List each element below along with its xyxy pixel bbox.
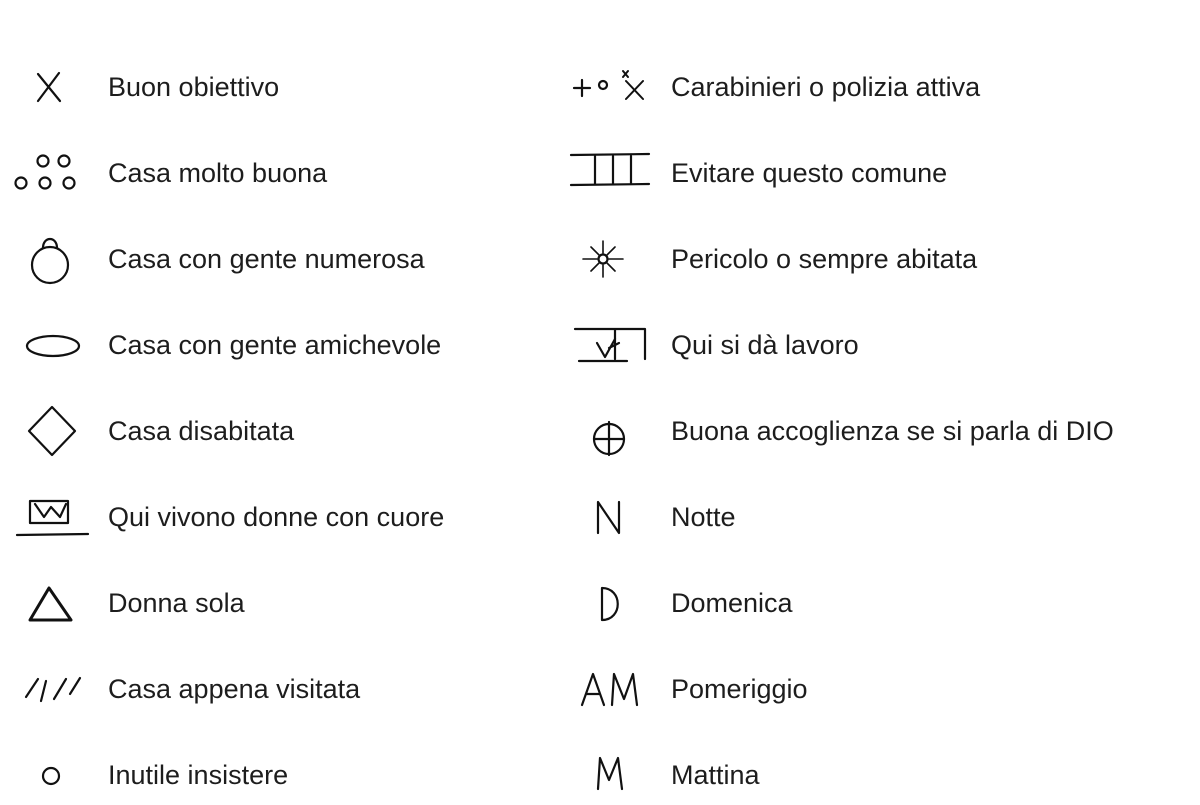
legend-label: Qui vivono donne con cuore bbox=[108, 502, 445, 532]
legend-label: Carabinieri o polizia attiva bbox=[671, 72, 981, 102]
legend-label: Qui si dà lavoro bbox=[671, 330, 859, 360]
heart-box-icon bbox=[8, 487, 98, 547]
legend-label: Casa con gente numerosa bbox=[108, 244, 425, 274]
legend-label: Casa molto buona bbox=[108, 158, 328, 188]
plus-circle-x-icon bbox=[571, 57, 661, 117]
legend-label: Casa disabitata bbox=[108, 416, 295, 446]
legend-label: Notte bbox=[671, 502, 736, 532]
legend-label: Pomeriggio bbox=[671, 674, 808, 704]
small-circle-icon bbox=[8, 745, 98, 805]
legend-label: Mattina bbox=[671, 760, 760, 790]
letter-d-icon bbox=[571, 573, 661, 633]
legend-label: Buon obiettivo bbox=[108, 72, 280, 102]
letter-m-icon bbox=[571, 745, 661, 805]
work-box-icon bbox=[571, 315, 661, 375]
letters-am-icon bbox=[571, 659, 661, 719]
triangle-icon bbox=[8, 573, 98, 633]
legend-label: Evitare questo comune bbox=[671, 158, 948, 188]
legend-label: Casa con gente amichevole bbox=[108, 330, 442, 360]
five-circles-icon bbox=[8, 143, 98, 203]
circle-with-loop-icon bbox=[8, 229, 98, 289]
three-bars-icon bbox=[571, 143, 661, 203]
letter-n-icon bbox=[571, 487, 661, 547]
diamond-icon bbox=[8, 401, 98, 461]
legend-label: Donna sola bbox=[108, 588, 245, 618]
legend-label: Domenica bbox=[671, 588, 793, 618]
legend-label: Pericolo o sempre abitata bbox=[671, 244, 978, 274]
slashes-icon bbox=[8, 659, 98, 719]
star-burst-icon bbox=[571, 229, 661, 289]
x-mark-icon bbox=[8, 57, 98, 117]
circle-cross-icon bbox=[571, 401, 661, 461]
oval-icon bbox=[8, 315, 98, 375]
legend-label: Buona accoglienza se si parla di DIO bbox=[671, 416, 1114, 446]
legend-label: Casa appena visitata bbox=[108, 674, 361, 704]
legend-label: Inutile insistere bbox=[108, 760, 289, 790]
